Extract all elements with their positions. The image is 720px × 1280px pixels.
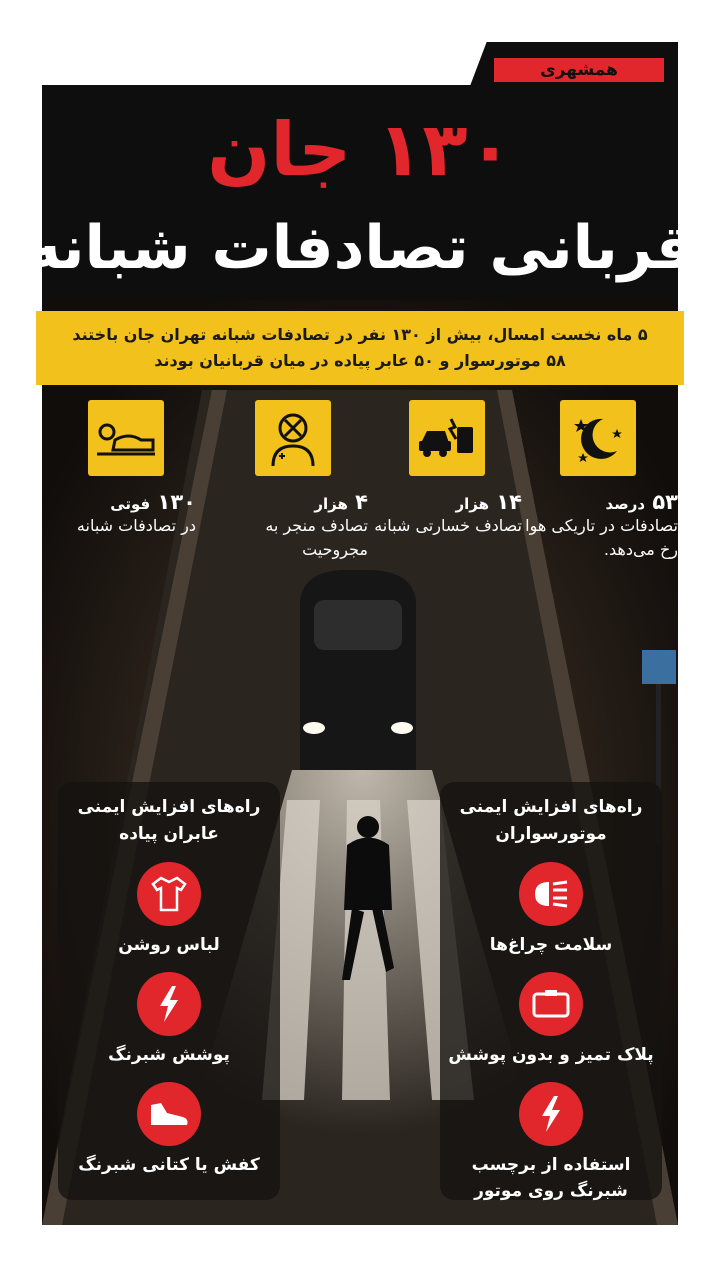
panel-title: راه‌های افزایش ایمنی موتورسواران: [459, 797, 643, 844]
pedestrian-safety-panel: [58, 782, 280, 1200]
stat-damage: [372, 400, 522, 538]
stat-unit: هزار: [314, 495, 348, 513]
tip-text: استفاده از برچسب شبرنگ روی موتور: [471, 1155, 631, 1201]
stat-description: در تصادفات شبانه: [76, 516, 196, 535]
stat-description: تصادف منجر به مجروحیت: [265, 516, 368, 559]
headline-title: قربانی تصادفات شبانه: [25, 213, 695, 283]
tip-bright-clothes: [58, 862, 280, 958]
stat-description: تصادف خسارتی شبانه: [374, 516, 522, 535]
stat-unit: درصد: [605, 495, 646, 513]
tip-text: پوشش شبرنگ: [108, 1045, 230, 1065]
tip-headlights: [440, 862, 662, 958]
banner-line-2: ۵۸ موتورسوار و ۵۰ عابر پیاده در میان قربانیان بودند: [154, 351, 566, 370]
headlight-icon: [519, 862, 583, 926]
tip-text: سلامت چراغ‌ها: [489, 935, 613, 955]
headline-number: ۱۳۰ جان: [207, 107, 513, 193]
tip-text: پلاک تمیز و بدون پوشش: [448, 1045, 654, 1065]
license-plate-icon: [519, 972, 583, 1036]
stat-unit: هزار: [455, 495, 490, 513]
injured-person-icon: [255, 400, 331, 476]
tip-reflective-sticker: [440, 1082, 662, 1204]
tip-reflective-shoes: [58, 1082, 280, 1178]
sneaker-icon: [137, 1082, 201, 1146]
tip-text: لباس روشن: [118, 935, 220, 955]
car-crash-icon: [409, 400, 485, 476]
moon-stars-icon: [560, 400, 636, 476]
stat-deaths: [56, 400, 196, 538]
motorcyclist-safety-panel: [440, 782, 662, 1200]
summary-banner: [36, 311, 684, 385]
stat-unit: فوتی: [110, 495, 151, 513]
fallen-person-icon: [88, 400, 164, 476]
brand-logo: همشهری: [494, 58, 664, 82]
banner-line-1: ۵ ماه نخست امسال، بیش از ۱۳۰ نفر در تصادفات شبانه تهران جان باختند: [72, 325, 648, 344]
clothes-icon: [137, 862, 201, 926]
lightning-icon: [519, 1082, 583, 1146]
stat-injury: [218, 400, 368, 562]
stat-darkness: [518, 400, 678, 562]
tip-reflective-cover: [58, 972, 280, 1068]
lightning-icon: [137, 972, 201, 1036]
stat-description: تصادفات در تاریکی هوا رخ می‌دهد.: [525, 516, 678, 559]
stat-number: ۱۴: [496, 490, 522, 514]
panel-title: راه‌های افزایش ایمنی عابران پیاده: [77, 797, 261, 844]
tip-license-plate: [440, 972, 662, 1068]
stat-number: ۵۳: [652, 490, 678, 514]
stat-number: ۱۳۰: [157, 490, 196, 514]
tip-text: کفش یا کتانی شبرنگ: [78, 1155, 260, 1175]
stat-number: ۴: [355, 490, 368, 514]
